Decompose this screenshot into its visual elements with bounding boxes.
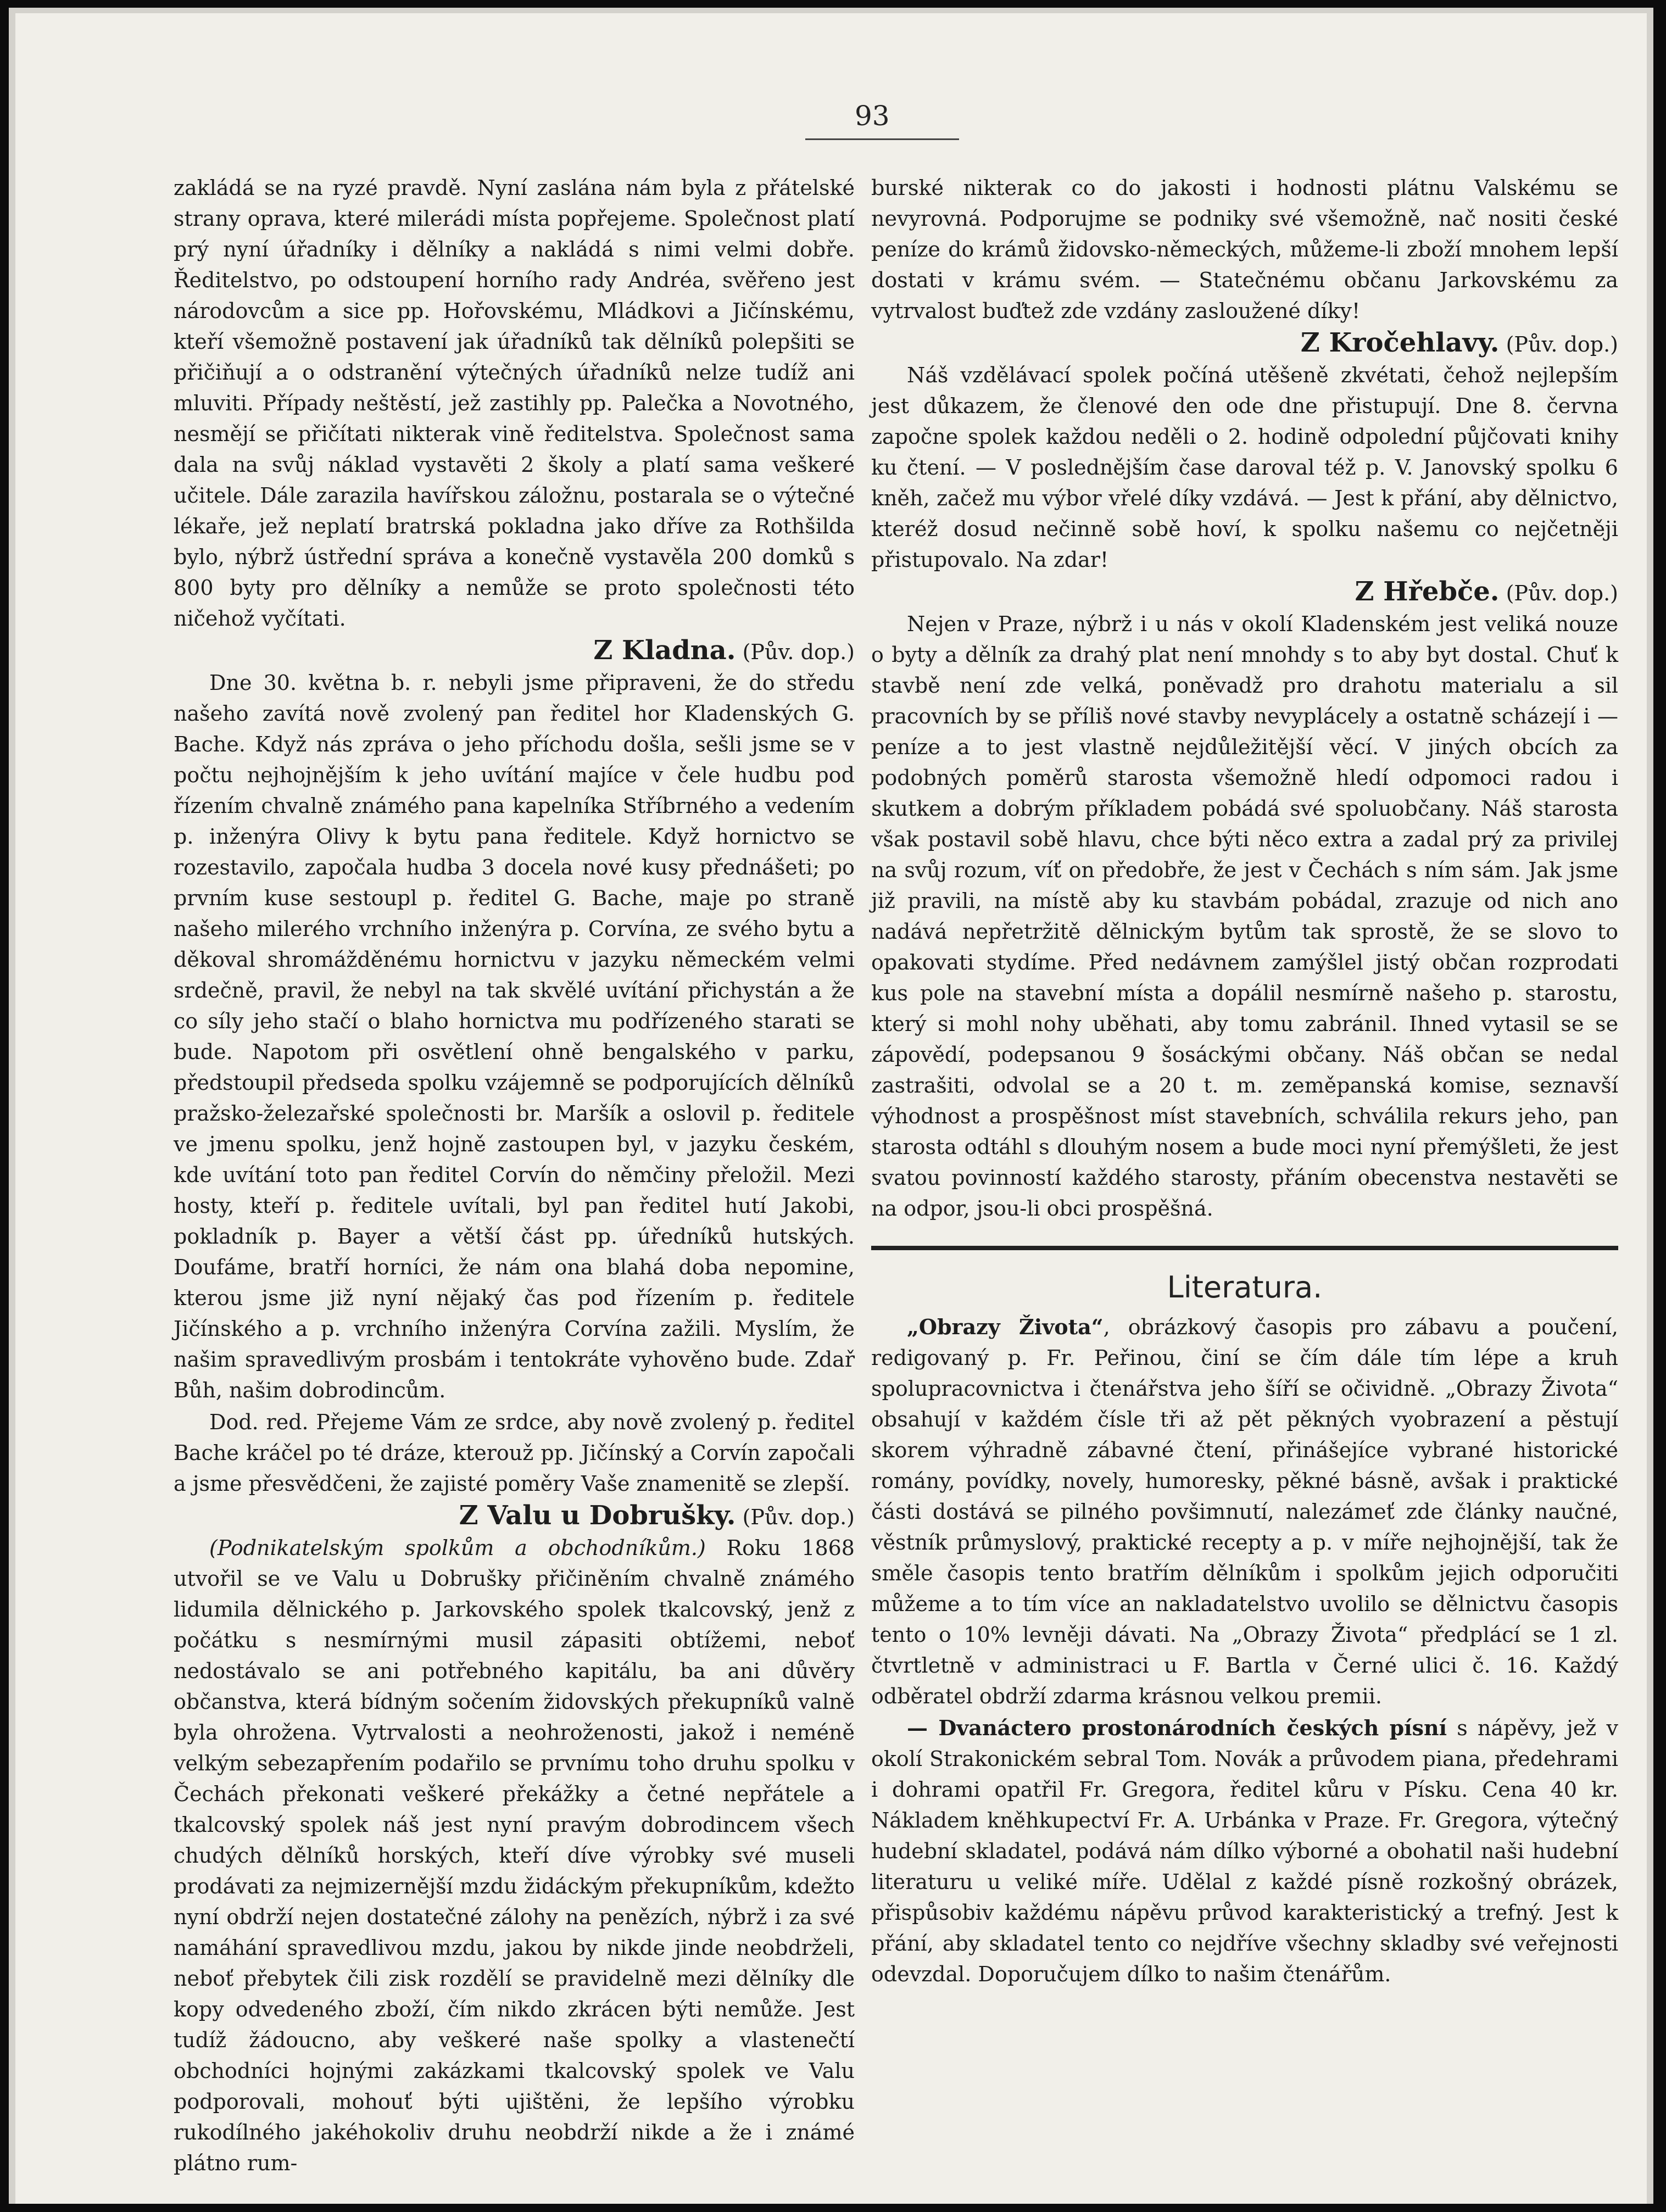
heading-kladno <box>174 635 855 667</box>
heading-hrebec <box>871 576 1618 609</box>
paragraph-valu-continued: burské nikterak co do jakosti i hodnosti plátnu Valskému se nevyrovná. Podporujme se podniky své všemožně, nač nositi české peníze do krámů židovsko-německých, můžeme-li zboží mnohem lepší dostati v krámu svém. — Statečnému občanu Jarkovskému za vytrvalost buďtež zde vzdány zasloužené díky! <box>871 176 1618 323</box>
page-number: 93 <box>855 100 890 132</box>
dvanactero-text: s nápěvy, jež v okolí Strakonickém sebral Tom. Novák a průvodem piana, předehrami i dohrami opatřil Fr. Gregora, ředitel kůru v Písku. Cena 40 kr. Nákladem kněhkupectví Fr. A. Urbánka v Praze. Fr. Gregora, výtečný hudební skladatel, podává nám dílko výborné a obohatil naši hudební literaturu u veliké míře. Udělal z každé písně rozkošný obrázek, přispůsobiv každému nápěvu průvod karakteristický a trefný. Jest k přání, aby skladatel tento co nejdříve všechny skladby své veřejnosti odevzdal. Doporučujem dílko to našim čtenářům. <box>871 1716 1618 1986</box>
paragraph-dvanactero <box>871 1713 1618 1990</box>
right-column <box>871 172 1618 1991</box>
literatura-heading: Literatura. <box>1167 1270 1323 1305</box>
heading-valu-tag: (Pův. dop.) <box>742 1505 855 1529</box>
paragraph-krocehlavy: Náš vzdělávací spolek počíná utěšeně zkvétati, čehož nejlepším jest důkazem, že členové den ode dne přistupují. Dne 8. června započne spolek každou neděli o 2. hodině odpolední půjčovati knihy ku čtení. — V poslednějším čase daroval též p. V. Janovský spolku 6 kněh, začež mu výbor vřelé díky vzdává. — Jest k přání, aby dělnictvo, kteréž dosud nečinně sobě hoví, k spolku našemu co nejčetněji přistupovalo. Na zdar! <box>871 363 1618 572</box>
heading-kladno-tag: (Pův. dop.) <box>742 640 855 664</box>
obrazy-zivota-title: „Obrazy Života“ <box>907 1314 1104 1339</box>
paragraph-editor-note: Dod. red. Přejeme Vám ze srdce, aby nově zvolený p. ředitel Bache kráčel po té dráze, kterouž pp. Jičínský a Corvín započali a jsme přesvědčeni, že zajisté poměry Vaše znamenitě se zlepší. <box>174 1410 855 1496</box>
paragraph-valu-text: Roku 1868 utvořil se ve Valu u Dobrušky přičiněním chvalně známého lidumila dělnického p. Jarkovského spolek tkalcovský, jenž z počátku s nesmírnými musil zápasiti obtížemi, neboť nedostávalo se ani potřebného kapitálu, ba ani důvěry občanstva, která bídným sočením židovských překupníků valně byla ohrožena. Vytrvalosti a neohroženosti, jakož i neméně velkým sebezapřením podařilo se prvnímu toho druhu spolku v Čechách překonati veškeré překážky a četné nepřátele a tkalcovský spolek náš jest nyní pravým dobrodincem všech chudých dělníků horských, kteří díve výrobky své museli prodávati za nejmizernější mzdu židáckým překupníkům, kdežto nyní obdrží nejen dostatečné zálohy na penězích, nýbrž i za své namáhání spravedlivou mzdu, jakou by nikde jinde neobdrželi, neboť přebytek čili zisk rozdělí se pravidelně mezi dělníky dle kopy odvedeného zboží, čím nikdo zkrácen býti nemůže. Jest tudíž žádoucno, aby veškeré naše spolky a vlastenečtí obchodníci hojnými zakázkami tkalcovský spolek ve Valu podporovali, mohouť býti ujištěni, že lepšího výrobku rukodílného jakéhokoliv druhu neobdrží nikde a že i známé plátno rum- <box>174 1536 855 2175</box>
section-divider <box>871 1246 1618 1250</box>
paragraph-obrazy-zivota <box>871 1312 1618 1712</box>
heading-valu-place: Z Valu u Dobrušky. <box>459 1500 736 1531</box>
page-edge-top <box>9 8 1653 13</box>
paragraph-valu-italic: (Podnikatelským spolkům a obchodníkům.) <box>209 1536 706 1560</box>
dvanactero-title: — Dvanáctero prostonárodních českých písní <box>907 1715 1447 1740</box>
page-edge-right <box>1647 8 1653 2204</box>
page-number-rule <box>805 138 959 140</box>
heading-valu <box>174 1500 855 1533</box>
heading-kladno-place: Z Kladna. <box>593 635 736 666</box>
heading-krocehlavy <box>871 327 1618 360</box>
heading-hrebec-place: Z Hřebče. <box>1355 576 1500 607</box>
page-edge-left <box>9 8 15 2204</box>
paragraph-hrebec: Nejen v Praze, nýbrž i u nás v okolí Kladenském jest veliká nouze o byty a dělník za drahý plat není mnohdy s to aby byt dostal. Chuť k stavbě není zde velká, poněvadž pro drahotu materialu a sil pracovních by se příliš nové stavby nevyplácely a ostatně scházejí i — peníze a to jest vlastně nejdůležitější věcí. V jiných obcích za podobných poměrů starosta všemožně hledí odpomoci radou i skutkem a dobrým příkladem pobádá své spoluobčany. Náš starosta však postavil sobě hlavu, chce býti něco extra a zadal prý za privilej na svůj rozum, víť on předobře, že jest v Čechách s ním sám. Jak jsme již pravili, na místě aby ku stavbám pobádal, zrazuje od nich ano nadává nepřetržitě dělnickým bytům tak sprostě, že se slovo to opakovati stydíme. Před nedávnem zamýšlel jistý občan rozprodati kus pole na stavební místa a dopálil nesmírně našeho p. starostu, který si mohl nohy uběhati, aby tomu zabránil. Ihned vytasil se se zápovědí, podepsanou 9 šosáckými občany. Náš občan se nedal zastrašiti, odvolal se a 20 t. m. zeměpanská komise, seznavší výhodnost a prospěšnost míst stavebních, schválila rekurs jeho, pan starosta odtáhl s dlouhým nosem a bude moci nyní přemýšleti, že jest svatou povinností každého starosty, přáním obecenstva nestavěti se na odpor, jsou-li obci prospěšná. <box>871 612 1618 1221</box>
newspaper-page <box>9 8 1653 2204</box>
obrazy-zivota-text: , obrázkový časopis pro zábavu a poučení, redigovaný p. Fr. Peřinou, činí se čím dále tím lépe a kruh spolupracovnictva i čtenářstva jeho šíří se očividně. „Obrazy Života“ obsahují v každém čísle tři až pět pěkných vyobrazení a pěstují skorem výhradně zábavné čtení, přinášejíce vybrané historické romány, povídky, novely, humoresky, pěkné básně, avšak i praktické části dostává se pilného povšimnutí, nalezámeť zde články naučné, věstník průmyslový, praktické recepty a p. v míře nejhojnější, tak že směle časopis tento bratřím dělníkům i spolkům jejich odporučiti můžeme a to tím více an nakladatelstvo uvolilo se dělnictvu časopis tento o 10% levněji dávati. Na „Obrazy Života“ předplácí se 1 zl. čtvrtletně v administraci u F. Bartla v Černé ulici č. 16. Každý odběratel obdrží zdarma krásnou velkou premii. <box>871 1315 1618 1708</box>
paragraph-valu <box>174 1533 855 2178</box>
paragraph-intro: zakládá se na ryzé pravdě. Nyní zaslána nám byla z přátelské strany oprava, které milerádi místa popřejeme. Společnost platí prý nyní úřadníky i dělníky a nakládá s nimi velmi dobře. Ředitelstvo, po odstoupení horního rady Andréa, svěřeno jest národovcům a sice pp. Hořovskému, Mládkovi a Jičínskému, kteří všemožně postavení jak úřadníků tak dělníků polepšiti se přičiňují a o odstranění výtečných úřadníků nelze tudíž ani mluviti. Případy neštěstí, jež zastihly pp. Palečka a Novotného, nesmějí se přičítati nikterak vině ředitelstva. Společnost sama dala na svůj náklad vystavěti 2 školy a platí sama veškeré učitele. Dále zarazila havířskou záložnu, postarala se o výtečné lékaře, jež neplatí bratrská pokladna jako dříve za Rothšilda bylo, nýbrž ústřední správa a konečně vystavěla 200 domků s 800 byty pro dělníky a nemůže se proto společnosti této ničehož vyčítati. <box>174 176 855 631</box>
paragraph-kladno: Dne 30. května b. r. nebyli jsme připraveni, že do středu našeho zavítá nově zvolený pan ředitel hor Kladenských G. Bache. Když nás zpráva o jeho příchodu došla, sešli jsme se v počtu nejhojnějším k jeho uvítání majíce v čele hudbu pod řízením chvalně známého pana kapelníka Stříbrného a vedením p. inženýra Olivy k bytu pana ředitele. Když hornictvo se rozestavilo, započala hudba 3 docela nové kusy přednášeti; po prvním kuse sestoupl p. ředitel G. Bache, maje po straně našeho milerého vrchního inženýra p. Corvína, ze svého bytu a děkoval shromážděnému hornictvu v jazyku německém velmi srdečně, pravil, že nebyl na tak skvělé uvítání přichystán a že co síly jeho stačí o blaho hornictva mu podřízeného starati se bude. Napotom při osvětlení ohně bengalského v parku, předstoupil předseda spolku vzájemně se podporujících dělníků pražsko-železařské společnosti br. Maršík a oslovil p. ředitele ve jmenu spolku, jenž hojně zastoupen byl, v jazyku českém, kde uvítání toto pan ředitel Corvín do němčiny přeložil. Mezi hosty, kteří p. ředitele uvítali, byl pan ředitel hutí Jakobi, pokladník p. Bayer a větší část pp. úředníků hutských. Doufáme, bratří horníci, že nám ona blahá doba nepomine, kterou jsme již nyní nějaký čas pod řízením p. ředitele Jičínského a p. vrchního inženýra Corvína zažili. Myslím, že našim spravedlivým prosbám i tentokráte vyhověno bude. Zdař Bůh, našim dobrodincům. <box>174 671 855 1402</box>
left-column <box>174 172 855 2180</box>
heading-krocehlavy-tag: (Pův. dop.) <box>1506 332 1618 356</box>
heading-krocehlavy-place: Z Kročehlavy. <box>1300 327 1500 358</box>
heading-hrebec-tag: (Pův. dop.) <box>1506 581 1618 605</box>
